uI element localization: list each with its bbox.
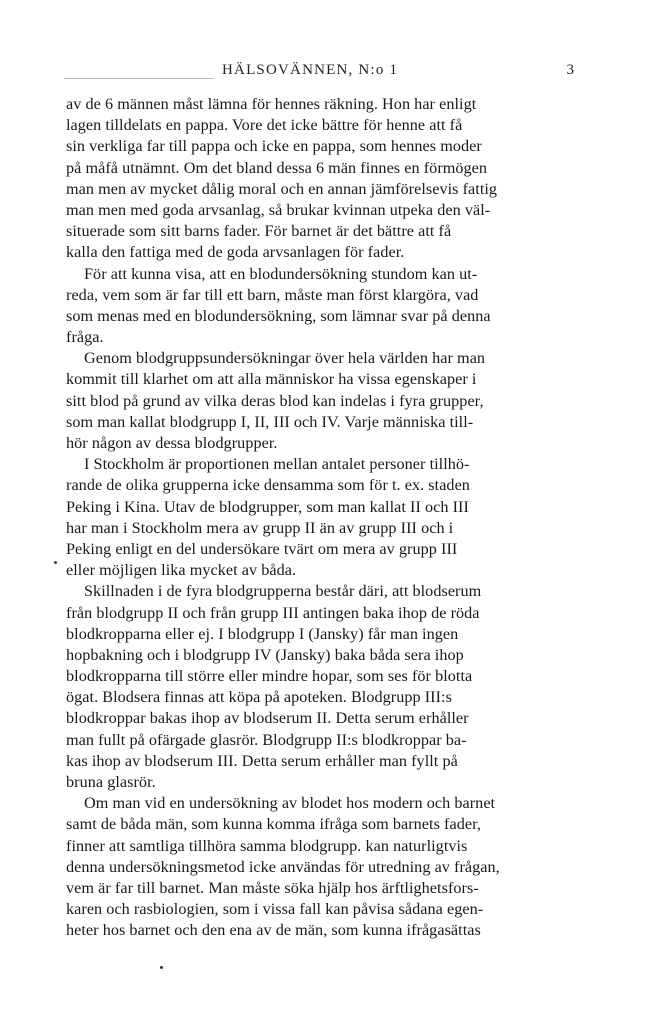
text-line: bruna glasrör. bbox=[66, 773, 156, 791]
text-line: ögat. Blodsera finnas att köpa på apoteken. Blodgrupp III:s bbox=[66, 688, 452, 707]
text-line: denna undersökningsmetod icke användas för utredning av frågan, bbox=[66, 857, 500, 876]
text-line: eller möjligen lika mycket av båda. bbox=[66, 561, 297, 580]
text-line: karen och rasbiologien, som i vissa fall kan påvisa sådana egen- bbox=[66, 900, 484, 919]
text-line: på måfå utnämnt. Om det bland dessa 6 män finnes en förmögen bbox=[66, 158, 488, 177]
text-line: hopbakning och i blodgrupp IV (Jansky) baka båda sera ihop bbox=[66, 645, 464, 664]
text-line: blodkroppar bakas ihop av blodserum II. Detta serum erhåller bbox=[66, 709, 469, 728]
text-line: reda, vem som är far till ett barn, måste man först klargöra, vad bbox=[66, 285, 479, 304]
ink-speck bbox=[160, 966, 163, 969]
text-line: lagen tilldelats en pappa. Vore det icke bättre för henne att få bbox=[66, 116, 463, 135]
text-line: blodkropparna eller ej. I blodgrupp I (Jansky) får man ingen bbox=[66, 624, 459, 643]
text-line: heter hos barnet och den ena av de män, som kunna ifrågasättas bbox=[66, 921, 481, 940]
running-head bbox=[64, 62, 574, 86]
text-line: finner att samtliga tillhöra samma blodgrupp. kan naturligtvis bbox=[66, 836, 468, 855]
text-line: sitt blod på grund av vilka deras blod kan indelas i fyra grupper, bbox=[66, 391, 484, 410]
paragraph-start-line: För att kunna visa, att en blodundersökning stundom kan ut- bbox=[84, 264, 478, 283]
header-rule bbox=[64, 78, 214, 79]
text-line: av de 6 männen måst lämna för hennes räkning. Hon har enligt bbox=[66, 95, 477, 113]
text-line: man men av mycket dålig moral och en annan jämförelsevis fattig bbox=[66, 179, 498, 198]
text-line: sin verkliga far till pappa och icke en pappa, som hennes moder bbox=[66, 137, 482, 156]
text-line: från blodgrupp II och från grupp III antingen baka ihop de röda bbox=[66, 603, 480, 622]
text-line: blodkropparna till större eller mindre hopar, som ses för blotta bbox=[66, 667, 473, 686]
text-line: kommit till klarhet om att alla människor ha vissa egenskaper i bbox=[66, 370, 477, 389]
text-line: vem är far till barnet. Man måste söka hjälp hos ärftlighetsfors- bbox=[66, 878, 479, 897]
margin-ink-dot bbox=[54, 561, 57, 564]
text-line: kalla den fattiga med de goda arvsanlagen för fader. bbox=[66, 243, 405, 262]
body-text bbox=[66, 94, 556, 942]
text-line: fråga. bbox=[66, 328, 104, 347]
text-line: kas ihop av blodserum III. Detta serum erhåller man fyllt på bbox=[66, 751, 458, 770]
paragraph-start-line: Skillnaden i de fyra blodgrupperna består däri, att blodserum bbox=[84, 582, 482, 601]
paragraph-start-line: Genom blodgruppsundersökningar över hela världen har man bbox=[84, 349, 486, 368]
text-line: har man i Stockholm mera av grupp II än av grupp III och i bbox=[66, 518, 454, 537]
text-line: situerade som sitt barns fader. För barnet är det bättre att få bbox=[66, 222, 452, 241]
text-line: man men med goda arvsanlag, så brukar kvinnan utpeka den väl- bbox=[66, 200, 491, 219]
text-line: som man kallat blodgrupp I, II, III och IV. Varje människa till- bbox=[66, 412, 474, 431]
text-line: som menas med en blodundersökning, som lämnar svar på denna bbox=[66, 306, 491, 325]
text-line: man fullt på ofärgade glasrör. Blodgrupp II:s blodkroppar ba- bbox=[66, 730, 467, 749]
text-line: samt de båda män, som kunna komma ifråga som barnets fader, bbox=[66, 815, 481, 834]
text-line: hör någon av dessa blodgrupper. bbox=[66, 434, 278, 452]
text-line: Peking i Kina. Utav de blodgrupper, som man kallat II och III bbox=[66, 497, 469, 516]
paragraph-start-line: Om man vid en undersökning av blodet hos modern och barnet bbox=[84, 794, 496, 813]
page-number: 3 bbox=[566, 62, 574, 78]
paragraph-start-line: I Stockholm är proportionen mellan antalet personer tillhö- bbox=[84, 455, 470, 474]
text-line: rande de olika grupperna icke densamma som för t. ex. staden bbox=[66, 476, 470, 495]
running-title: HÄLSOVÄNNEN, N:o 1 bbox=[222, 62, 399, 78]
text-line: Peking enligt en del undersökare tvärt om mera av grupp III bbox=[66, 539, 458, 558]
